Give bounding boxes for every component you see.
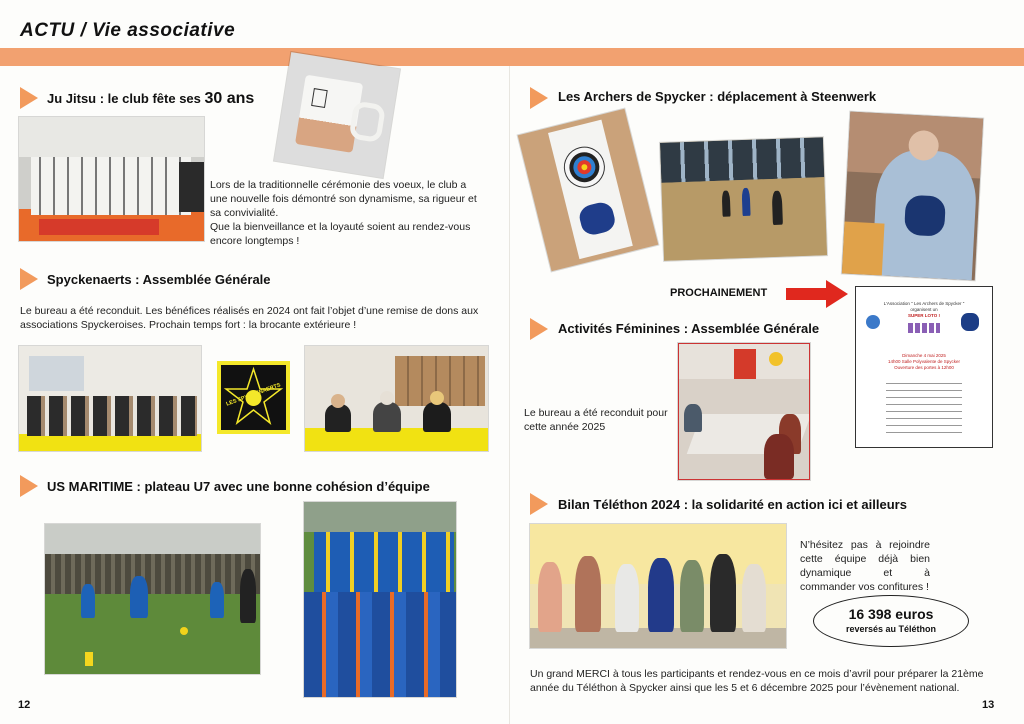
us-maritime-title: US MARITIME : plateau U7 avec une bonne cohésion d’équipe — [47, 479, 430, 494]
section-arrow-icon — [20, 475, 38, 497]
telethon-amount-sub: reversés au Téléthon — [845, 624, 937, 634]
spyckenaerts-table-photo — [305, 346, 488, 451]
telethon-closing-text: Un grand MERCI à tous les participants et rendez-vous en ce mois d’avril pour préparer la 21ème année du Téléthon à Spycker ainsi que les 5 et 6 décembre 2025 pour l’évènement national. — [530, 668, 984, 694]
archers-hall-photo — [660, 137, 827, 261]
poster-line3: SUPER LOTO ! — [908, 313, 940, 318]
poster-line4: Dimanche 4 mai 2025 — [902, 353, 946, 358]
telethon-title: Bilan Téléthon 2024 : la solidarité en action ici et ailleurs — [558, 497, 907, 512]
poster-line1: L’Association " Les Archers de Spycker " — [883, 301, 965, 306]
page-number-left: 12 — [18, 699, 31, 711]
us-maritime-team-photo — [304, 502, 456, 697]
section-arrow-icon — [20, 87, 38, 109]
jujitsu-title-prefix: Ju Jitsu : le club fête ses — [47, 91, 205, 106]
archers-banner-photo — [518, 109, 659, 271]
poster-line2: organisent un — [910, 307, 938, 312]
telethon-group-photo — [530, 524, 786, 648]
spyckenaerts-text: Le bureau a été reconduit. Les bénéfices réalisés en 2024 ont fait l’objet d’une remise de dons aux associations Spyckeroises. Prochain temps fort : la brocante extérieure ! — [20, 305, 479, 331]
poster-target-icon — [866, 315, 880, 329]
spyckenaerts-title: Spyckenaerts : Assemblée Générale — [47, 272, 271, 287]
activites-photo — [678, 343, 810, 480]
us-maritime-field-photo — [45, 524, 260, 674]
jujitsu-text: Lors de la traditionnelle cérémonie des voeux, le club a une nouvelle fois démontré son dynamisme, sa rigueur et sa convivialité. Que la bienveillance et la loyauté soient au rendez-vous encore longtemps ! — [210, 179, 477, 247]
section-arrow-icon — [20, 268, 38, 290]
section-arrow-icon — [530, 318, 548, 340]
page-spine — [509, 66, 510, 724]
header-band — [0, 48, 1024, 66]
archers-title: Les Archers de Spycker : déplacement à Steenwerk — [558, 89, 877, 104]
arrow-right-icon — [786, 280, 848, 308]
telethon-amount-badge — [813, 595, 969, 647]
jujitsu-title-big: 30 ans — [204, 90, 255, 107]
section-arrow-icon — [530, 87, 548, 109]
poster-crest-icon — [961, 313, 979, 331]
jujitsu-group-photo — [19, 117, 204, 241]
telethon-side-text: N’hésitez pas à rejoindre cette équipe déjà bien dynamique et à commander vos confitures ! — [800, 539, 930, 593]
poster-line6: Ouverture des portes à 12h00 — [894, 365, 954, 370]
activites-title: Activités Féminines : Assemblée Générale — [558, 321, 820, 336]
anniversary-mug-photo — [274, 52, 400, 178]
archer-jacket-photo — [842, 112, 983, 281]
activites-text: Le bureau a été reconduit pour cette année 2025 — [524, 407, 668, 433]
jujitsu-title — [47, 90, 254, 108]
page-number-right: 13 — [982, 699, 995, 711]
telethon-amount: 16 398 euros — [848, 606, 934, 622]
jacket-crest-icon — [904, 195, 946, 237]
prochainement-label: PROCHAINEMENT — [670, 287, 768, 299]
section-arrow-icon — [530, 493, 548, 515]
page-title: ACTU / Vie associative — [20, 20, 236, 41]
spyckenaerts-group-photo — [19, 346, 201, 451]
poster-line5: 14h00 Salle Polyvalente de Spycker — [887, 359, 961, 364]
logo-text: LES SPYCKENAERTS — [225, 382, 282, 408]
loto-poster — [855, 286, 993, 448]
